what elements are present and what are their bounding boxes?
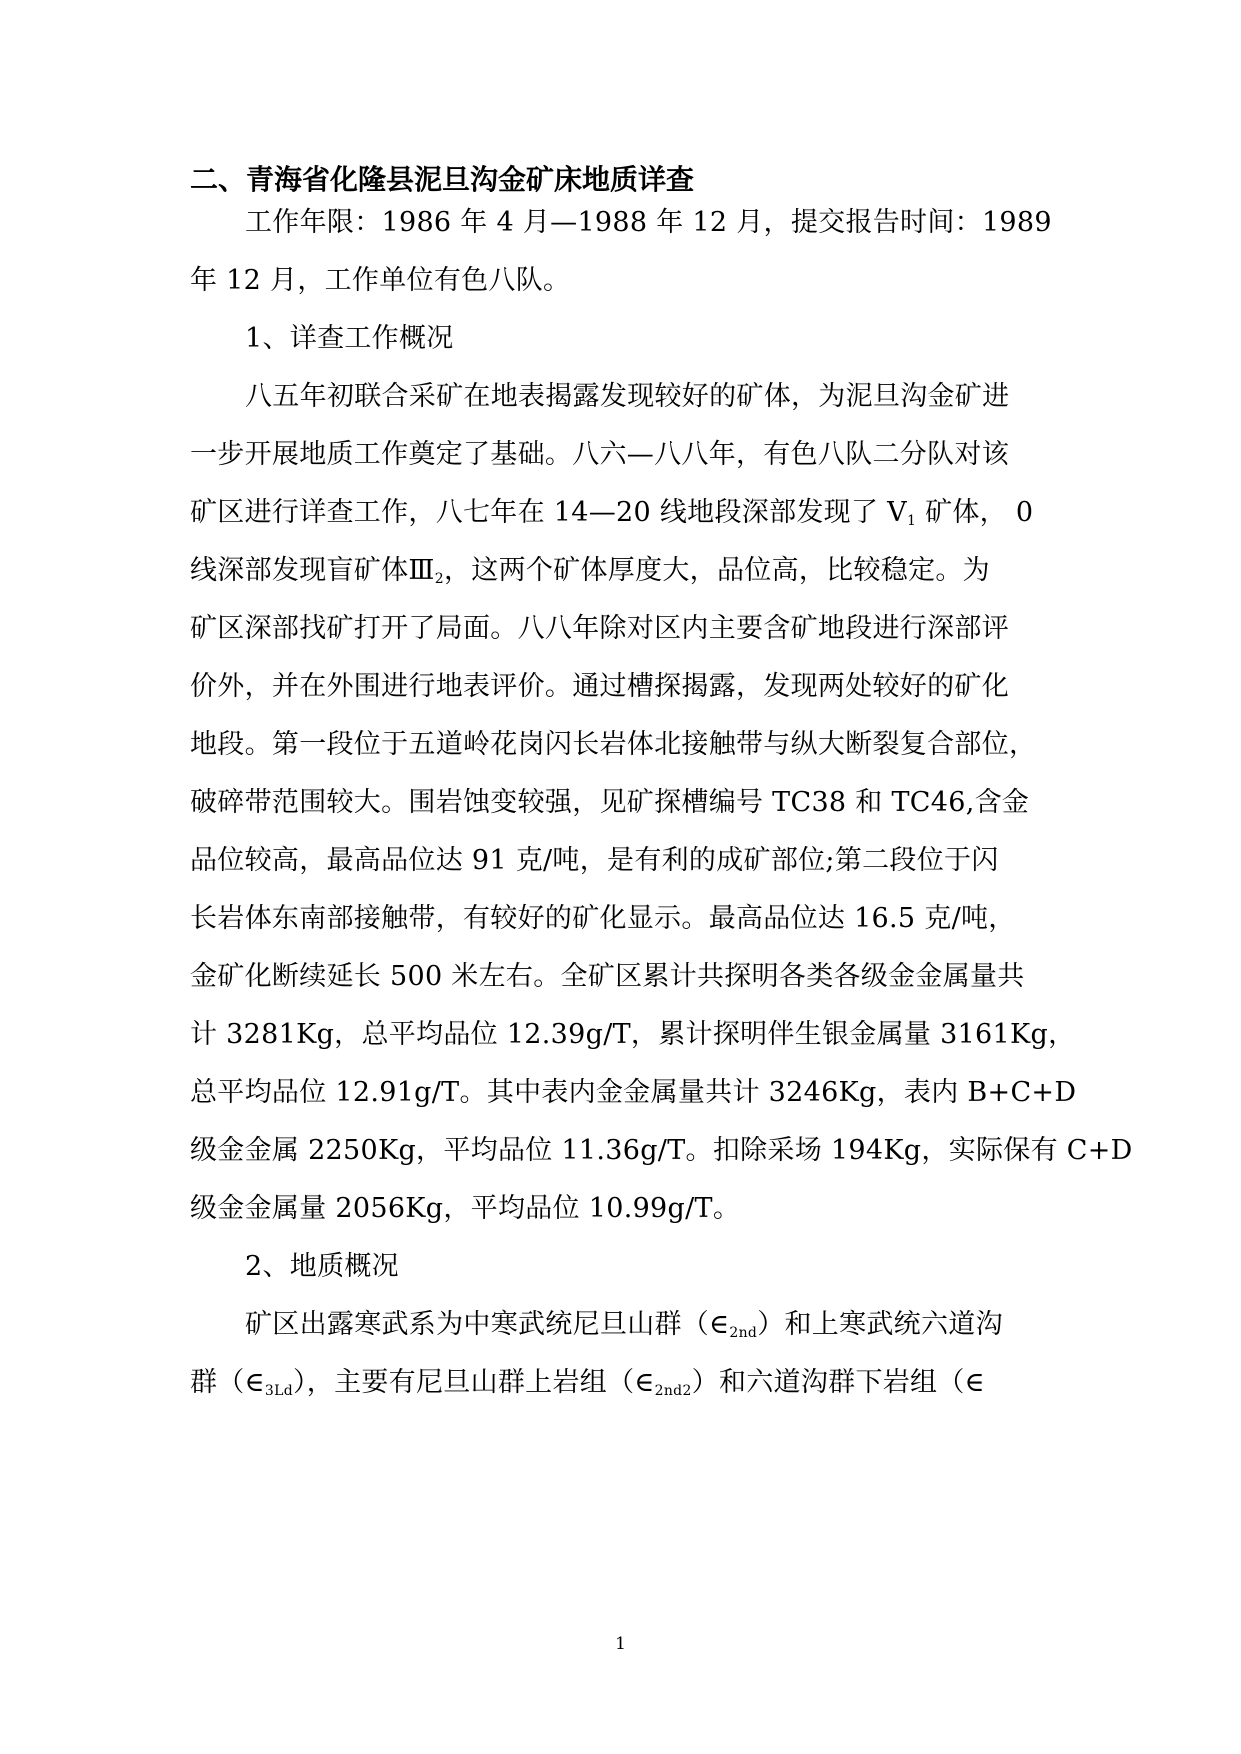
text-line: 年 12 月，工作单位有色八队。: [190, 265, 571, 296]
text-line: 级金金属量 2056Kg，平均品位 10.99g/T。: [190, 1193, 741, 1224]
text-segment: 矿体， 0: [916, 497, 1034, 528]
text-segment: ）和上寒武统六道沟: [757, 1309, 1003, 1340]
text-line: 总平均品位 12.91g/T。其中表内金金属量共计 3246Kg，表内 B+C+D: [190, 1077, 1077, 1108]
text-segment: ），主要有尼旦山群上岩组（∈: [292, 1367, 655, 1398]
text-line: 八五年初联合采矿在地表揭露发现较好的矿体，为泥旦沟金矿进: [245, 381, 1010, 412]
subsection-heading-2: 2、地质概况: [245, 1251, 399, 1282]
text-line: [245, 1305, 1003, 1345]
text-segment: 线深部发现盲矿体Ⅲ: [190, 555, 435, 586]
text-line: [190, 551, 990, 591]
text-line: 矿区深部找矿打开了局面。八八年除对区内主要含矿地段进行深部评: [190, 613, 1009, 644]
text-line: 地段。第一段位于五道岭花岗闪长岩体北接触带与纵大断裂复合部位，: [190, 729, 1037, 760]
text-segment: ）和六道沟群下岩组（∈: [691, 1367, 985, 1398]
text-line: 计 3281Kg，总平均品位 12.39g/T，累计探明伴生银金属量 3161Kg，: [190, 1019, 1076, 1050]
text-line: 价外，并在外围进行地表评价。通过槽探揭露，发现两处较好的矿化: [190, 671, 1009, 702]
text-line: 一步开展地质工作奠定了基础。八六—八八年，有色八队二分队对该: [190, 439, 1009, 470]
subsection-heading-1: 1、详查工作概况: [245, 323, 454, 354]
text-line: 破碎带范围较大。围岩蚀变较强，见矿探槽编号 TC38 和 TC46,含金: [190, 787, 1030, 818]
subscript: 2: [434, 571, 444, 587]
text-line: 长岩体东南部接触带，有较好的矿化显示。最高品位达 16.5 克/吨，: [190, 903, 1016, 934]
text-line: 工作年限：1986 年 4 月—1988 年 12 月，提交报告时间：1989: [245, 207, 1052, 238]
text-segment: 群（∈: [190, 1367, 265, 1398]
subscript: 1: [906, 513, 917, 529]
text-line: 级金金属 2250Kg，平均品位 11.36g/T。扣除采场 194Kg，实际保有 C+D: [190, 1135, 1133, 1166]
text-line: [190, 493, 1033, 533]
text-line: 品位较高，最高品位达 91 克/吨，是有利的成矿部位;第二段位于闪: [190, 845, 999, 876]
subscript: 2nd2: [654, 1383, 692, 1399]
text-segment: 矿区进行详查工作，八七年在 14—20 线地段深部发现了 V: [190, 497, 907, 528]
text-segment: ，这两个矿体厚度大，品位高，比较稳定。为: [443, 555, 990, 586]
text-segment: 矿区出露寒武系为中寒武统尼旦山群（∈: [245, 1309, 730, 1340]
text-line: 金矿化断续延长 500 米左右。全矿区累计共探明各类各级金金属量共: [190, 961, 1025, 992]
subscript: 3Ld: [264, 1383, 293, 1399]
subscript: 2nd: [729, 1325, 758, 1341]
text-line: [190, 1363, 985, 1403]
page-number: 1: [615, 1634, 626, 1654]
section-heading: 二、青海省化隆县泥旦沟金矿床地质详查: [190, 163, 695, 196]
